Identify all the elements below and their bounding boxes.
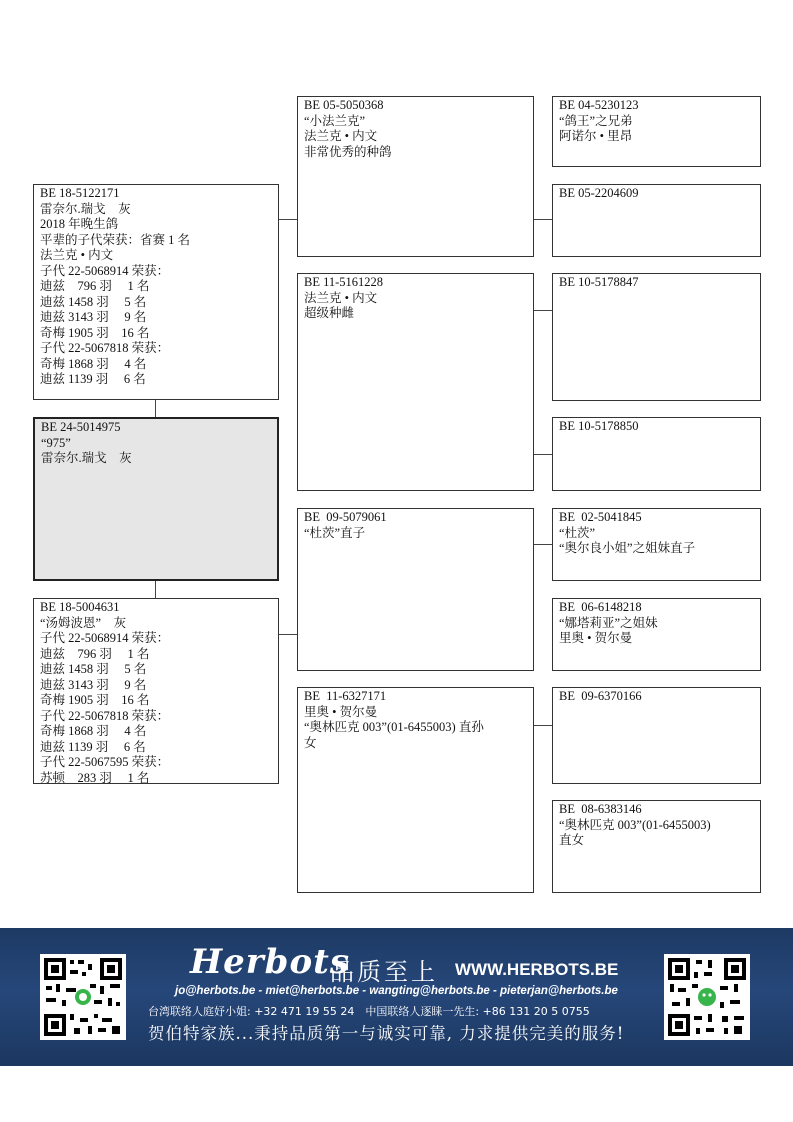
pedigree-line: BE 10-5178850 bbox=[559, 419, 639, 433]
pedigree-line: BE 24-5014975 bbox=[41, 420, 121, 434]
pedigree-line: 法兰克 • 内文 bbox=[304, 129, 378, 143]
pedigree-line: “杜茨” bbox=[559, 525, 596, 540]
ds-dam-box bbox=[552, 598, 761, 671]
pedigree-line: 子代 22-5067818 荣获： bbox=[40, 708, 170, 723]
pedigree-line: BE 09-6370166 bbox=[559, 689, 642, 703]
dam-box bbox=[33, 598, 279, 784]
sd-sire-box bbox=[552, 273, 761, 401]
pedigree-line: 超级种雌 bbox=[304, 306, 355, 320]
pedigree-line: 奇梅 1868 羽 4 名 bbox=[40, 356, 147, 371]
connector-dd-right bbox=[534, 725, 552, 726]
brand-tagline: 品质至上 bbox=[330, 958, 438, 986]
pedigree-line: “小法兰克” bbox=[304, 113, 366, 128]
qr-code-icon bbox=[40, 954, 126, 1040]
pedigree-line: “杜茨”直子 bbox=[304, 525, 366, 540]
brand-logo: Herbots bbox=[190, 942, 350, 982]
pedigree-line: “奥尔良小姐”之姐妹直子 bbox=[559, 541, 696, 555]
pedigree-line: 雷奈尔.瑞戈 灰 bbox=[40, 201, 131, 216]
contact-numbers: 台湾联络人庭妤小姐: +32 471 19 55 24 中国联络人逐睐一先生: +86 131 20 5 0755 bbox=[148, 1005, 590, 1018]
pedigree-line: 子代 22-5068914 荣获： bbox=[40, 631, 170, 645]
pedigree-line: BE 04-5230123 bbox=[559, 98, 639, 112]
sire-box bbox=[33, 184, 279, 400]
connector-ss-right bbox=[534, 219, 552, 220]
footer-banner bbox=[0, 928, 793, 1066]
dam-sire-box bbox=[297, 508, 534, 671]
pedigree-line: 直女 bbox=[559, 833, 585, 847]
pedigree-line: BE 05-2204609 bbox=[559, 186, 639, 200]
pedigree-line: 迪兹 3143 羽 9 名 bbox=[40, 310, 147, 324]
ss-sire-box bbox=[552, 96, 761, 167]
pedigree-line: “奥林匹克 003”(01-6455003) bbox=[559, 817, 711, 832]
pedigree-line: 里奥 • 贺尔曼 bbox=[304, 704, 378, 719]
pedigree-line: 奇梅 1868 羽 4 名 bbox=[40, 724, 147, 738]
website-link[interactable]: WWW.HERBOTS.BE bbox=[455, 960, 619, 979]
sire-sire-box bbox=[297, 96, 534, 257]
pedigree-line: 2018 年晚生鸽 bbox=[40, 217, 119, 231]
pedigree-line: 苏顿 283 羽 1 名 bbox=[40, 770, 150, 784]
pedigree-line: 迪兹 1139 羽 6 名 bbox=[40, 372, 146, 386]
pedigree-line: BE 09-5079061 bbox=[304, 510, 387, 524]
pedigree-line: BE 10-5178847 bbox=[559, 275, 639, 289]
pedigree-line: “奥林匹克 003”(01-6455003) 直孙 bbox=[304, 720, 484, 734]
pedigree-line: BE 11-6327171 bbox=[304, 689, 387, 703]
pedigree-line: 迪兹 3143 羽 9 名 bbox=[40, 677, 147, 692]
pedigree-line: 迪兹 796 羽 1 名 bbox=[40, 646, 150, 661]
sd-dam-box bbox=[552, 417, 761, 491]
pedigree-line: 迪兹 1139 羽 6 名 bbox=[40, 739, 146, 754]
ss-dam-box bbox=[552, 184, 761, 257]
pedigree-line: BE 08-6383146 bbox=[559, 802, 642, 816]
connector-ds-right bbox=[534, 544, 552, 545]
pedigree-line: 里奥 • 贺尔曼 bbox=[559, 631, 633, 645]
connector-sire-right bbox=[279, 219, 297, 220]
pedigree-line: 奇梅 1905 羽 16 名 bbox=[40, 325, 150, 340]
pedigree-line: 法兰克 • 内文 bbox=[304, 290, 378, 305]
pedigree-line: “汤姆波恩” 灰 bbox=[40, 615, 127, 630]
pedigree-line: “娜塔莉亚”之姐妹 bbox=[559, 615, 658, 630]
connector-dam-right bbox=[279, 634, 297, 635]
dd-sire-box bbox=[552, 687, 761, 784]
connector-subject-dam bbox=[155, 581, 156, 598]
dam-dam-box bbox=[297, 687, 534, 893]
pedigree-line: 非常优秀的种鸽 bbox=[304, 144, 392, 159]
pedigree-line: 平辈的子代荣获：省赛 1 名 bbox=[40, 232, 191, 247]
pedigree-line: 法兰克 • 内文 bbox=[40, 248, 114, 262]
connector-sire-subject bbox=[155, 400, 156, 417]
pedigree-line: 迪兹 796 羽 1 名 bbox=[40, 279, 150, 293]
pedigree-line: 阿诺尔 • 里昂 bbox=[559, 129, 633, 143]
connector-sd-right-2 bbox=[534, 454, 552, 455]
email-links[interactable]: jo@herbots.be - miet@herbots.be - wangting@herbots.be - pieterjan@herbots.be bbox=[175, 985, 618, 997]
connector-sd-right bbox=[534, 310, 552, 311]
pedigree-line: 子代 22-5067818 荣获： bbox=[40, 341, 170, 355]
pedigree-line: 子代 22-5067595 荣获： bbox=[40, 755, 170, 769]
pedigree-line: “975” bbox=[41, 435, 71, 450]
dd-dam-box bbox=[552, 800, 761, 893]
pedigree-line: BE 11-5161228 bbox=[304, 275, 384, 289]
pedigree-line: 奇梅 1905 羽 16 名 bbox=[40, 693, 150, 707]
pedigree-line: BE 18-5122171 bbox=[40, 186, 120, 200]
subject-box bbox=[33, 417, 279, 581]
footer-slogan: 贺伯特家族...秉持品质第一与诚实可靠, 力求提供完美的服务! bbox=[148, 1024, 625, 1043]
pedigree-line: “鸽王”之兄弟 bbox=[559, 113, 633, 128]
sire-dam-box bbox=[297, 273, 534, 491]
pedigree-line: 迪兹 1458 羽 5 名 bbox=[40, 662, 147, 676]
pedigree-line: BE 18-5004631 bbox=[40, 600, 120, 614]
pedigree-line: BE 06-6148218 bbox=[559, 600, 642, 614]
pedigree-line: 子代 22-5068914 荣获： bbox=[40, 263, 170, 278]
ds-sire-box bbox=[552, 508, 761, 581]
pedigree-line: BE 05-5050368 bbox=[304, 98, 384, 112]
pedigree-line: 迪兹 1458 羽 5 名 bbox=[40, 294, 147, 309]
wechat-qr-code-icon bbox=[664, 954, 750, 1040]
pedigree-line: BE 02-5041845 bbox=[559, 510, 642, 524]
pedigree-line: 雷奈尔.瑞戈 灰 bbox=[41, 451, 132, 465]
pedigree-line: 女 bbox=[304, 735, 317, 750]
